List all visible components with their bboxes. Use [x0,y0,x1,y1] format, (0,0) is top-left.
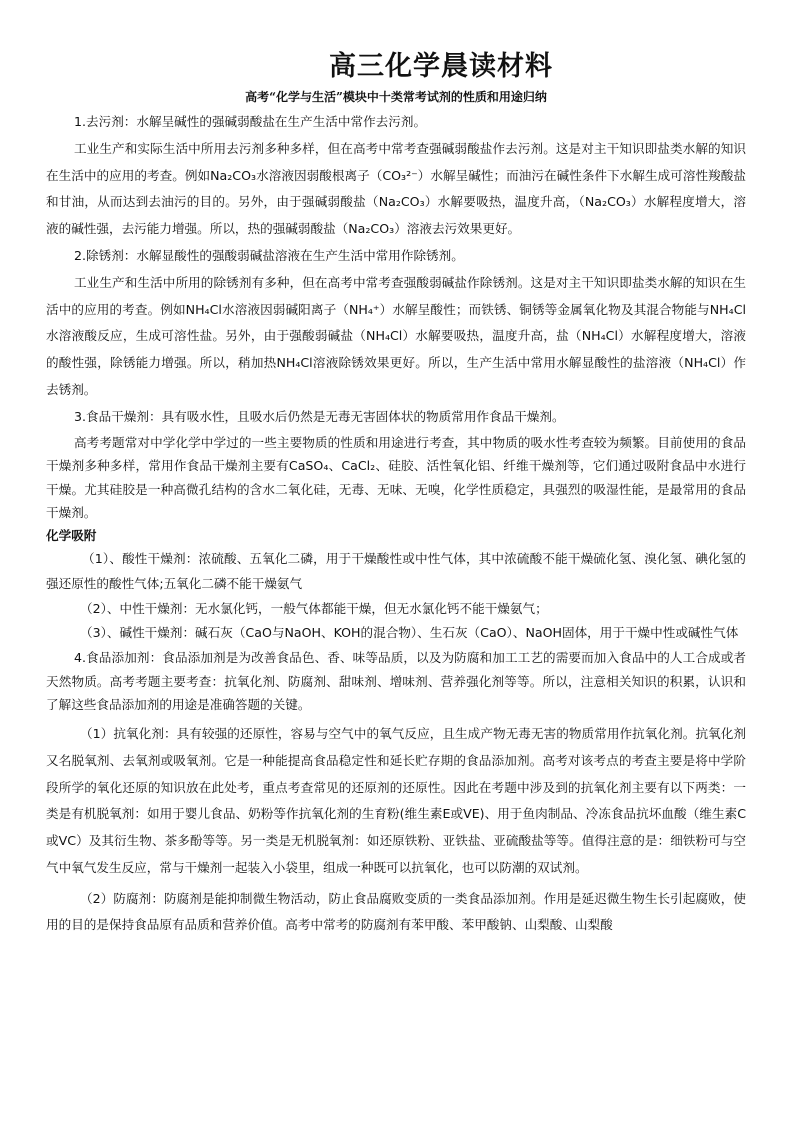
section-3-heading: 3.食品干燥剂：具有吸水性，且吸水后仍然是无毒无害固体状的物质常用作食品干燥剂。 [74,408,565,424]
section-4-antioxidant: （1）抗氧化剂：具有较强的还原性，容易与空气中的氧气反应，且生成产物无毒无害的物质常用作抗氧化剂。抗氧化剂又名脱氧剂、去氧剂或吸氧剂。它是一种能提高食品稳定性和延长贮存期的食品添加剂。高考对该考点的考查主要是将中学阶段所学的氧化还原的知识放在此处考，重点考查常见的还原剂的还原性。因此在考题中涉及到的抗氧化剂主要有以下两类：一类是有机脱氧剂：如用于婴儿食品、奶粉等作抗氧化剂的生育粉(维生素E或VE)、用于鱼肉制品、冷冻食品抗坏血酸（维生素C或VC）及其衍生物、茶多酚等等。另一类是无机脱氧剂：如还原铁粉、亚铁盐、亚硫酸盐等等。值得注意的是：细铁粉可与空气中氧气发生反应，常与干燥剂一起装入小袋里，组成一种既可以抗氧化，也可以防潮的双试剂。 [46,725,746,875]
subsection-heading: 化学吸附 [46,527,97,543]
desiccant-item-3: （3）、碱性干燥剂：碱石灰（CaO与NaOH、KOH的混合物）、生石灰（CaO）、NaOH固体，用于干燥中性或碱性气体 [80,625,739,641]
section-3-body: 高考考题常对中学化学中学过的一些主要物质的性质和用途进行考查，其中物质的吸水性考查较为频繁。目前使用的食品干燥剂多种多样，常用作食品干燥剂主要有CaSO₄、CaCl₂、硅胶、活性氧化铝、纤维干燥剂等，它们通过吸附食品中水进行干燥。尤其硅胶是一种高微孔结构的含水二氧化硅，无毒、无味、无嗅，化学性质稳定，具强烈的吸湿性能，是最常用的食品干燥剂。 [46,434,746,521]
section-4-body: 4.食品添加剂：食品添加剂是为改善食品色、香、味等品质，以及为防腐和加工工艺的需要而加入食品中的人工合成或者天然物质。高考考题主要考查：抗氧化剂、防腐剂、甜味剂、增味剂、营养强化剂等等。所以，注意相关知识的积累，认识和了解这些食品添加剂的用途是准确答题的关键。 [46,650,746,713]
desiccant-item-1: （1）、酸性干燥剂：浓硫酸、五氧化二磷，用于干燥酸性或中性气体，其中浓硫酸不能干燥硫化氢、溴化氢、碘化氢的强还原性的酸性气体;五氧化二磷不能干燥氨气 [46,550,746,591]
page-subtitle: 高考“化学与生活”模块中十类常考试剂的性质和用途归纳 [245,90,547,104]
section-1-heading: 1.去污剂：水解呈碱性的强碱弱酸盐在生产生活中常作去污剂。 [74,114,427,129]
section-4-preservative: （2）防腐剂：防腐剂是能抑制微生物活动，防止食品腐败变质的一类食品添加剂。作用是延迟微生物生长引起腐败，使用的目的是保持食品原有品质和营养价值。高考中常考的防腐剂有苯甲酸、苯甲酸钠、山梨酸、山梨酸 [46,890,746,933]
section-2-body: 工业生产和生活中所用的除锈剂有多种，但在高考中常考查强酸弱碱盐作除锈剂。这是对主干知识即盐类水解的知识在生活中的应用的考查。例如NH₄Cl水溶液因弱碱阳离子（NH₄⁺）水解呈酸性；而铁锈、铜锈等金属氧化物及其混合物能与NH₄Cl水溶液酸反应，生成可溶性盐。另外，由于强酸弱碱盐（NH₄Cl）水解要吸热，温度升高，盐（NH₄Cl）水解程度增大，溶液的酸性强，除锈能力增强。所以，稍加热NH₄Cl溶液除锈效果更好。所以，生产生活中常用水解显酸性的盐溶液（NH₄Cl）作去锈剂。 [46,274,746,397]
section-2-heading: 2.除锈剂：水解显酸性的强酸弱碱盐溶液在生产生活中常用作除锈剂。 [74,247,464,263]
desiccant-item-2: （2）、中性干燥剂：无水氯化钙，一般气体都能干燥，但无水氯化钙不能干燥氨气； [80,600,548,616]
section-1-body: 工业生产和实际生活中所用去污剂多种多样，但在高考中常考查强碱弱酸盐作去污剂。这是对主干知识即盐类水解的知识在生活中的应用的考查。例如Na₂CO₃水溶液因弱酸根离子（CO₃²⁻）水解呈碱性；而油污在碱性条件下水解生成可溶性羧酸盐和甘油，从而达到去油污的目的。另外，由于强碱弱酸盐（Na₂CO₃）水解要吸热，温度升高，（Na₂CO₃）水解程度增大，溶液的碱性强，去污能力增强。所以，热的强碱弱酸盐（Na₂CO₃）溶液去污效果更好。 [46,140,746,237]
page-title: 高三化学晨读材料 [329,51,553,82]
